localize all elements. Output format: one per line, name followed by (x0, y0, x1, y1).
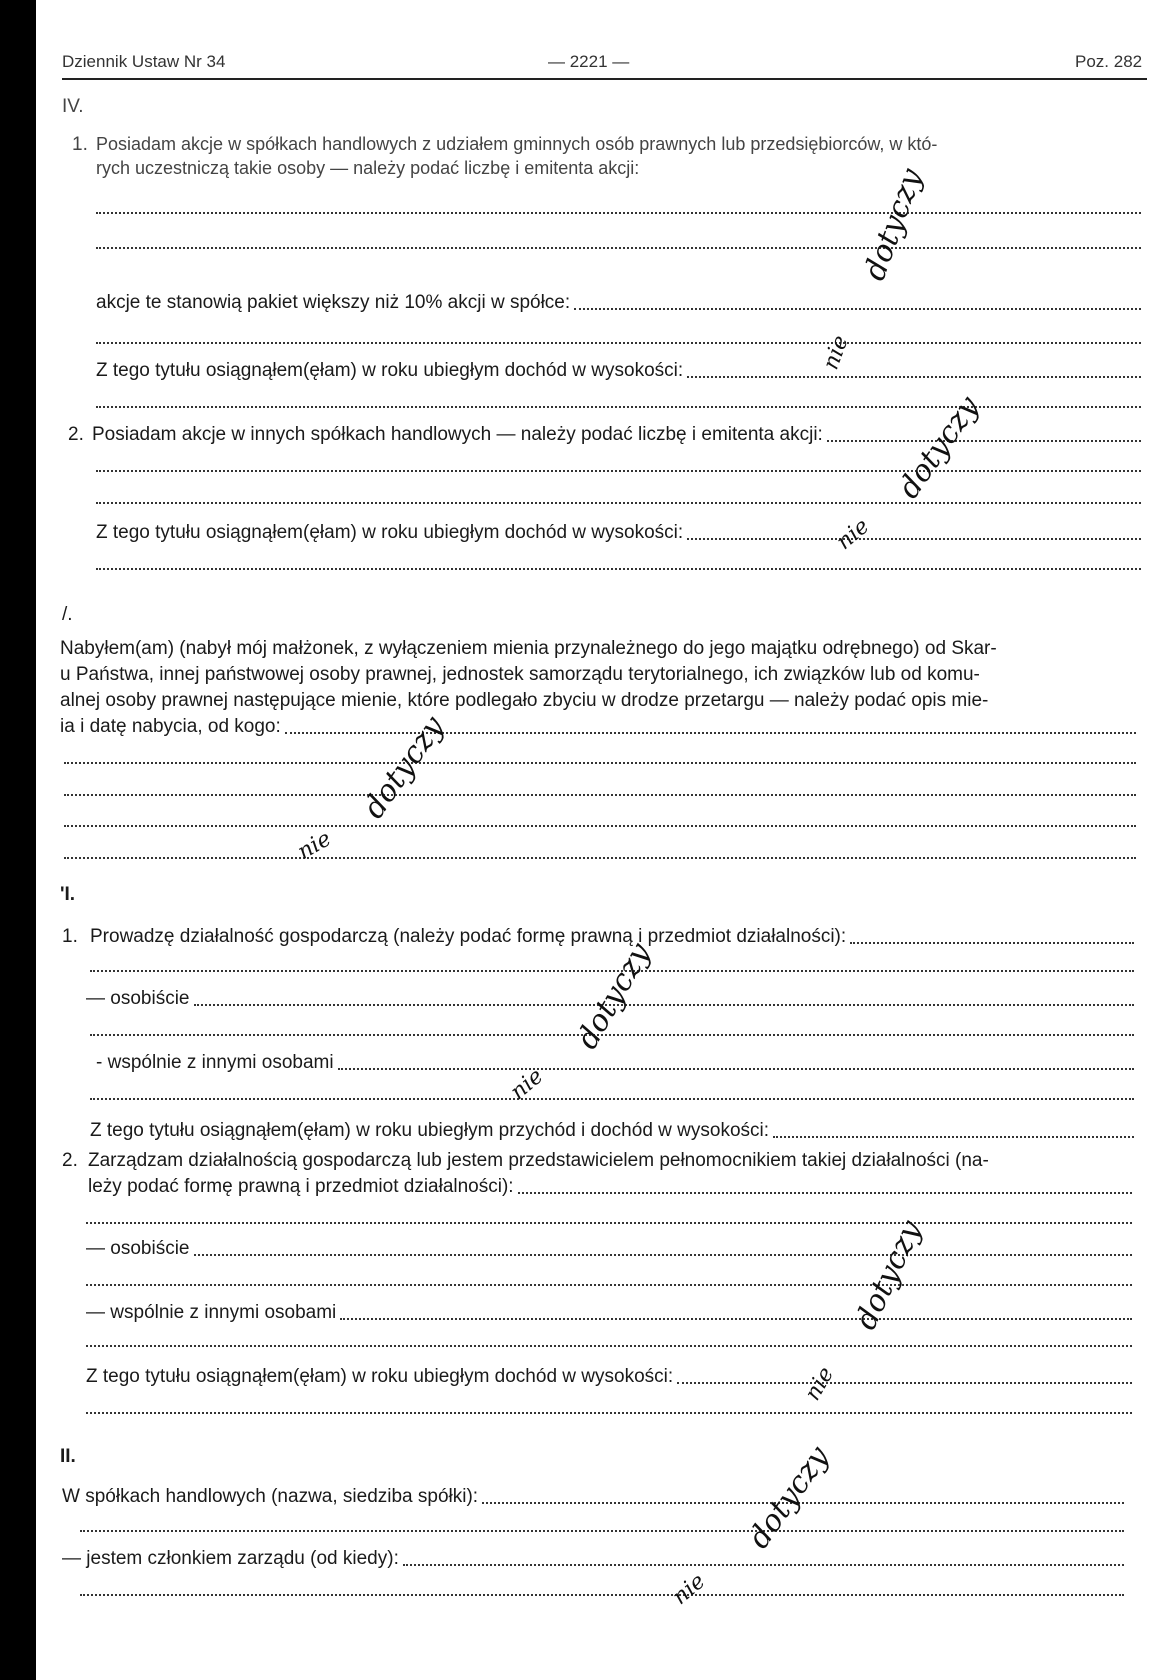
answer-line[interactable] (96, 470, 1141, 472)
management-field[interactable] (88, 1176, 1132, 1198)
item-number: 1. (72, 134, 88, 155)
item-number: 2. (62, 1150, 78, 1171)
paragraph-line: u Państwa, innej państwowej osoby prawnej, jednostek samorządu terytorialnego, ich związków lub od komu- (60, 664, 980, 685)
answer-line[interactable] (96, 247, 1141, 249)
joint-field[interactable] (96, 1052, 1134, 1074)
income-field[interactable] (86, 1366, 1132, 1388)
field-label: ia i datę nabycia, od kogo: (60, 716, 281, 737)
field-label: Prowadzę działalność gospodarczą (należy podać formę prawną i przedmiot działalności): (90, 926, 847, 947)
field-label: — wspólnie z innymi osobami (86, 1302, 337, 1323)
answer-line[interactable] (80, 1530, 1124, 1532)
header-rule (62, 78, 1147, 80)
field-label: Z tego tytułu osiągnąłem(ęłam) w roku ubiegłym dochód w wysokości: (96, 522, 684, 543)
item-text: Posiadam akcje w spółkach handlowych z udziałem gminnych osób prawnych lub przedsiębiorców, w któ- (96, 134, 938, 154)
handwritten-nie: nie (667, 1568, 711, 1610)
shares-field[interactable] (92, 424, 1141, 446)
handwritten-dotyczy: dotyczy (848, 1215, 929, 1335)
handwritten-dotyczy: dotyczy (891, 390, 987, 505)
answer-line[interactable] (90, 1098, 1134, 1100)
field-label: Posiadam akcje w innych spółkach handlowych — należy podać liczbę i emitenta akcji: (92, 424, 823, 445)
item-text: rych uczestniczą takie osoby — należy podać liczbę i emitenta akcji: (96, 158, 640, 178)
field-label: Z tego tytułu osiągnąłem(ęłam) w roku ubiegłym dochód w wysokości: (86, 1366, 674, 1387)
acquisition-field[interactable] (60, 716, 1136, 738)
income-field[interactable] (90, 1120, 1134, 1142)
answer-line[interactable] (86, 1412, 1132, 1414)
paragraph-line: alnej osoby prawnej następujące mienie, które podlegało zbyciu w drodze przetargu — należy podać opis mie- (60, 690, 989, 711)
section-iv-title: IV. (62, 96, 84, 117)
item-text: Zarządzam działalnością gospodarczą lub jestem przedstawicielem pełnomocnikiem takiej działalności (na- (88, 1150, 989, 1171)
answer-line[interactable] (64, 794, 1136, 796)
income-field[interactable] (96, 360, 1141, 382)
scan-edge (0, 0, 36, 1680)
handwritten-dotyczy: dotyczy (741, 1440, 837, 1555)
handwritten-nie: nie (818, 332, 854, 373)
field-label: akcje te stanowią pakiet większy niż 10% akcji w spółce: (96, 292, 571, 313)
companies-field[interactable] (62, 1486, 1124, 1508)
handwritten-dotyczy: dotyczy (569, 937, 658, 1055)
section-v-title: /. (62, 604, 73, 625)
answer-line[interactable] (96, 212, 1141, 214)
handwritten-nie: nie (831, 513, 875, 555)
answer-line[interactable] (64, 762, 1136, 764)
field-label: leży podać formę prawną i przedmiot działalności): (88, 1176, 514, 1197)
income-field[interactable] (96, 522, 1141, 544)
position-number: Poz. 282 (1075, 52, 1143, 71)
item-number: 1. (62, 926, 78, 947)
answer-line[interactable] (86, 1345, 1132, 1347)
answer-line[interactable] (96, 502, 1141, 504)
field-label: — osobiście (86, 988, 190, 1009)
field-label: - wspólnie z innymi osobami (96, 1052, 334, 1073)
handwritten-nie: nie (800, 1362, 840, 1405)
answer-line[interactable] (96, 568, 1141, 570)
paragraph-line: Nabyłem(am) (nabył mój małżonek, z wyłączeniem mienia przynależnego do jego majątku odrębnego) od Skar- (60, 638, 997, 659)
answer-line[interactable] (96, 342, 1141, 344)
handwritten-dotyczy: dotyczy (857, 164, 930, 285)
handwritten-dotyczy: dotyczy (356, 710, 452, 825)
field-label: Z tego tytułu osiągnąłem(ęłam) w roku ubiegłym przychód i dochód w wysokości: (90, 1120, 770, 1141)
answer-line[interactable] (90, 1034, 1134, 1036)
answer-line[interactable] (86, 1222, 1132, 1224)
joint-field[interactable] (86, 1302, 1132, 1324)
journal-title: Dziennik Ustaw Nr 34 (62, 52, 226, 71)
package-field[interactable] (96, 292, 1141, 314)
field-label: W spółkach handlowych (nazwa, siedziba spółki): (62, 1486, 479, 1507)
answer-line[interactable] (80, 1594, 1124, 1596)
field-label: — osobiście (86, 1238, 190, 1259)
answer-line[interactable] (64, 857, 1136, 859)
handwritten-nie: nie (505, 1063, 549, 1105)
field-label: Z tego tytułu osiągnąłem(ęłam) w roku ubiegłym dochód w wysokości: (96, 360, 684, 381)
answer-line[interactable] (64, 825, 1136, 827)
board-member-field[interactable] (62, 1548, 1124, 1570)
section-vii-title: II. (60, 1446, 76, 1467)
answer-line[interactable] (86, 1284, 1132, 1286)
page-number: — 2221 — (548, 52, 630, 71)
business-field[interactable] (90, 926, 1134, 948)
section-vi-title: 'I. (60, 884, 76, 905)
personal-field[interactable] (86, 1238, 1132, 1260)
item-number: 2. (68, 424, 84, 445)
handwritten-nie: nie (293, 826, 336, 865)
field-label: — jestem członkiem zarządu (od kiedy): (62, 1548, 399, 1569)
